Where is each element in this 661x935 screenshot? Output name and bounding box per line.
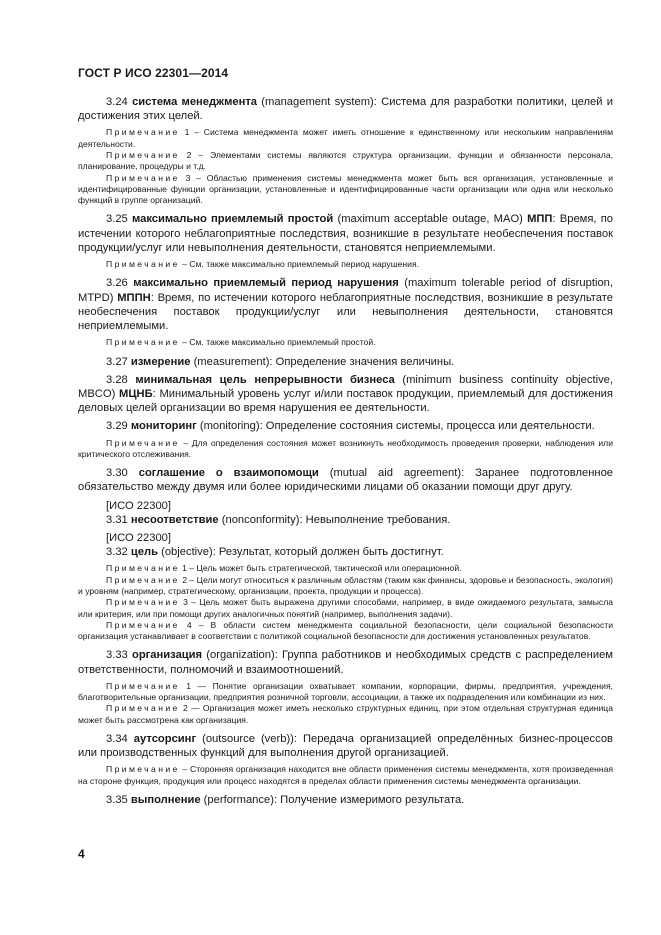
term: максимально приемлемый период нарушения: [133, 277, 399, 290]
term: выполнение: [130, 794, 201, 806]
note: Примечание – Для определения состояния может возникнуть необходимость проведения проверки, наблюдения или критического отслеживания.: [78, 437, 613, 459]
note: Примечание 2 – Цели могут относиться к различным областям (таким как финансы, здоровье и безопасность, экология) и уровням (например, стратегическому, организации, проекта, продукции и процесса).: [78, 574, 613, 596]
entry-3-31: 3.31 несоответствие (nonconformity): Невыполнение требования.: [106, 513, 451, 526]
entry-3-34: 3.34 аутсорсинг (outsource (verb)): Передача организацией определённых бизнес-процессов или производственных функций для выполнения другой организацией.: [78, 733, 613, 760]
entry-3-27: 3.27 измерение (measurement): Определение значения величины.: [106, 355, 455, 368]
entry-3-28: 3.28 минимальная цель непрерывности бизнеса (minimum business continuity objective, MBCO) МЦНБ: Минимальный уровень услуг и/или поставок продукции, приемлемый для достижения деловых целей организации во время нарушения ее деятельности.: [78, 373, 613, 415]
note: Примечание 1 – Система менеджмента может иметь отношение к единственному или нескольким направлениям деятельности.: [78, 127, 613, 149]
entry-3-30: 3.30 соглашение о взаимопомощи (mutual aid agreement): Заранее подготовленное обязательство между двумя или более юридическими лицами об оказании помощи друг другу.: [78, 467, 614, 494]
reference: [ИСО 22300]: [106, 531, 172, 544]
term: аутсорсинг: [133, 733, 197, 745]
note: Примечание – См. также максимально приемлемый простой.: [106, 337, 376, 348]
term: измерение: [130, 355, 191, 368]
entry-3-32: 3.32 цель (objective): Результат, который должен быть достигнут.: [106, 546, 444, 559]
entry-3-29: 3.29 мониторинг (monitoring): Определение состояния системы, процесса или деятельности.: [106, 420, 595, 433]
note: Примечание 1 — Понятие организации охватывает компании, корпорации, фирмы, предприятия, учреждения, благотворительные организации, предприятия розничной торговли, ассоциации, а также их подразделения или комбинации из них.: [78, 680, 613, 703]
note: Примечание 2 – Элементами системы являются структура организации, функции и обязанности персонала, планирование, процедуры и т.д.: [78, 150, 613, 172]
entry-3-24: 3.24 система менеджмента (management system): Система для разработки политики, целей и достижения этих целей.: [78, 96, 614, 123]
note: Примечание 3 – Цель может быть выражена другими способами, например, в виде ожидаемого результата, замысла или критерия, или при помощи других аналогичных понятий (например, выполнения задачи).: [78, 597, 613, 619]
term: несоответствие: [130, 513, 219, 526]
entry-3-33: 3.33 организация (organization): Группа работников и необходимых средств с распределением ответственности, полномочий и взаимоотношений.: [78, 649, 613, 676]
note: Примечание 3 – Областью применения системы менеджмента может быть вся организация, установленные и идентифицированные функции организации, установленные и идентифицированные части организации или одна или несколько функций в группе организаций.: [78, 172, 613, 206]
note: Примечание 2 — Организация может иметь несколько структурных единиц, при этом отдельная структурная единица может быть рассмотрена как организация.: [78, 703, 613, 725]
term: цель: [130, 546, 158, 559]
page-number: 4: [78, 847, 85, 861]
term: соглашение о взаимопомощи: [138, 467, 319, 480]
term: мониторинг: [130, 420, 197, 433]
note: Примечание – Сторонняя организация находится вне области применения системы менеджмента, хотя произведенная на стороне функция, продукция или процесс находятся в пределах области применения системы менеджмента организации.: [78, 764, 613, 786]
term: максимально приемлемый простой: [131, 213, 334, 226]
document-body: [78, 95, 613, 811]
page-header: ГОСТ Р ИСО 22301—2014: [78, 66, 229, 80]
note: Примечание 1 – Цель может быть стратегической, тактической или операционной.: [106, 563, 462, 574]
entry-3-26: 3.26 максимально приемлемый период нарушения (maximum tolerable period of disruption, MTPD) МППН: Время, по истечении которого неблагоприятные последствия, возникшие в результате необеспечения поставок продукции/услуг или невыполнения деятельности, становятся неприемлемыми.: [78, 277, 613, 332]
entry-3-25: 3.25 максимально приемлемый простой (maximum acceptable outage, MAO) МПП: Время, по истечении которого неблагоприятные последствия, возникшие в результате необеспечения поставок продукции/услуг или невыполнения деятельности, становятся неприемлемыми.: [78, 213, 613, 254]
note: Примечание 4 – В области систем менеджмента социальной безопасности, цели социальной безопасности организация устанавливает в соответствии с политикой социальной безопасности для достижения установленных результатов.: [78, 619, 613, 642]
term: минимальная цель непрерывности бизнеса: [135, 373, 395, 386]
term: организация: [131, 649, 203, 662]
note: Примечание – См. также максимально приемлемый период нарушения.: [106, 259, 419, 270]
term: система менеджмента: [132, 96, 258, 108]
entry-3-35: 3.35 выполнение (performance): Получение измеримого результата.: [106, 794, 465, 806]
reference: [ИСО 22300]: [106, 499, 172, 512]
